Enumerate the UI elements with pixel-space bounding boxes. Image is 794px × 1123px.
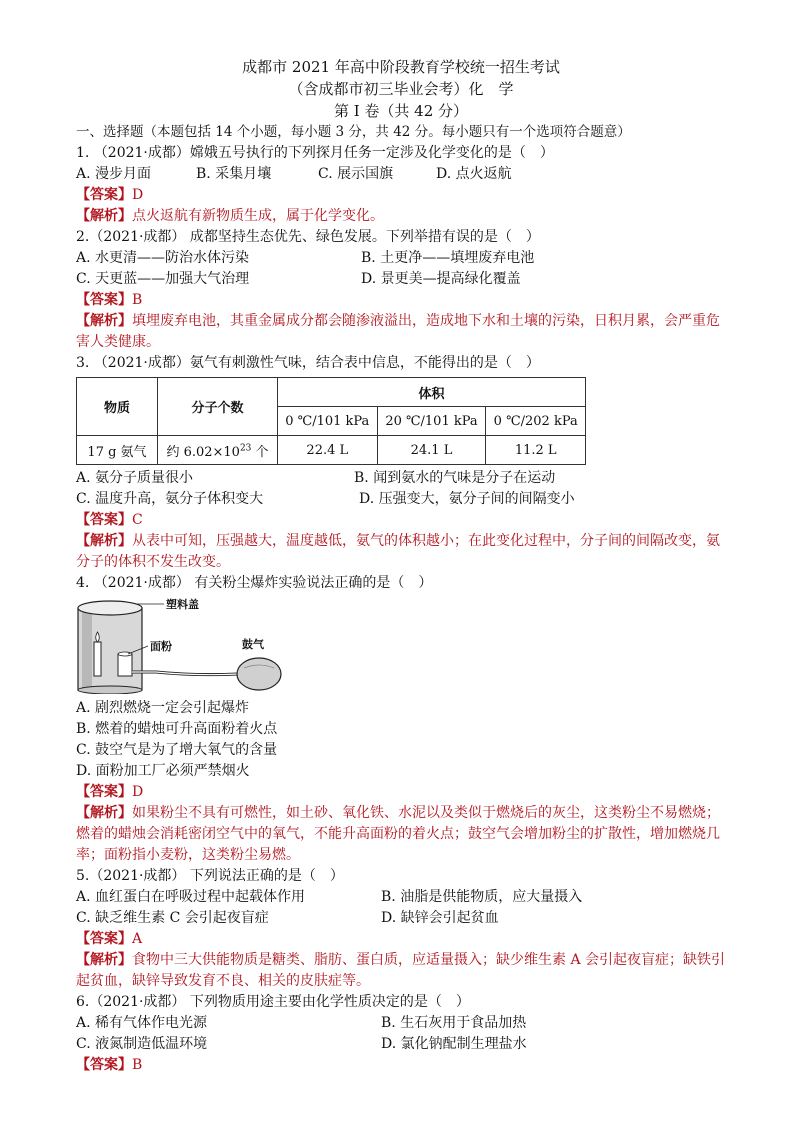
question-3 [76,353,726,573]
answer-line [76,782,726,803]
data-table [76,377,586,465]
option-a: A. 剧烈燃烧一定会引起爆炸 [76,700,250,716]
bulb-label: 鼓气 [242,638,264,651]
explanation [76,311,726,353]
question-5 [76,866,726,992]
exam-title [76,56,726,122]
air-bulb [237,658,281,690]
option-b: B. 燃着的蜡烛可升高面粉着火点 [76,721,278,737]
option-c: C. 展示国旗 [318,166,394,182]
question-6 [76,992,726,1076]
question-stem: 4. （2021·成都） 有关粉尘爆炸实验说法正确的是（ ） [76,575,433,591]
explain-tag: 【解析】 [76,533,132,549]
answer-line [76,929,726,950]
explain-tag: 【解析】 [76,208,132,224]
option-b: B. 油脂是供能物质，应大量摄入 [381,889,583,905]
options [76,164,726,185]
answer-tag: 【答案】 [76,931,132,947]
option-d: D. 缺锌会引起贫血 [381,910,499,926]
can-shading [82,608,92,690]
cell-substance: 17 g 氨气 [77,436,158,465]
options-row-1 [76,1013,726,1034]
can-bottom [78,686,142,694]
section-instruction: 一、选择题（本题包括 14 个小题，每小题 3 分，共 42 分。每小题只有一个选项符合题意） [76,124,631,140]
question-stem: 1. （2021·成都）嫦娥五号执行的下列探月任务一定涉及化学变化的是（ ） [76,145,554,161]
candle [94,642,101,676]
answer-value: A [132,931,143,947]
answer-line [76,185,726,206]
option-c: C. 液氮制造低温环境 [76,1036,208,1052]
explain-tag: 【解析】 [76,805,132,821]
options-row-1 [76,887,726,908]
molecules-base: 约 6.02×10 [166,444,240,460]
options-row-2 [76,908,726,929]
question-stem: 5.（2021·成都） 下列说法正确的是（ ） [76,868,344,884]
header-volume: 体积 [278,378,586,407]
question-stem: 3. （2021·成都）氨气有刺激性气味，结合表中信息，不能得出的是（ ） [76,355,540,371]
options-row-1 [76,248,726,269]
answer-value: C [132,512,143,528]
cell-volume-3: 11.2 L [486,436,586,465]
option-d: D. 面粉加工厂必须严禁烟火 [76,763,250,779]
option-c: C. 鼓空气是为了增大氧气的含量 [76,742,278,758]
lid-label: 塑料盖 [166,598,199,611]
condition-1: 0 ℃/101 kPa [278,407,378,436]
answer-value: D [132,187,144,203]
explain-tag: 【解析】 [76,952,132,968]
option-c: C. 缺乏维生素 C 会引起夜盲症 [76,910,269,926]
answer-line [76,1055,726,1076]
answer-tag: 【答案】 [76,784,132,800]
cell-volume-2: 24.1 L [377,436,486,465]
answer-value: B [132,292,143,308]
explain-text: 从表中可知，压强越大，温度越低，氨气的体积越小；在此变化过程中，分子间的间隔改变，氨分子的体积不发生改变。 [76,533,720,570]
explain-text: 食物中三大供能物质是糖类、脂肪、蛋白质，应适量摄入；缺少维生素 A 会引起夜盲症；缺铁引起贫血，缺锌导致发育不良、相关的皮肤症等。 [76,952,726,989]
option-b: B. 土更净——填埋废弃电池 [361,250,535,266]
header-substance: 物质 [77,378,158,436]
condition-3: 0 ℃/202 kPa [486,407,586,436]
option-d: D. 氯化钠配制生理盐水 [381,1036,527,1052]
molecules-exponent: 23 [239,443,252,454]
question-2 [76,227,726,353]
answer-value: B [132,1057,143,1073]
question-stem: 2.（2021·成都） 成都坚持生态优先、绿色发展。下列举措有误的是（ ） [76,229,540,245]
explanation [76,803,726,866]
explain-tag: 【解析】 [76,313,132,329]
exam-page [76,56,726,1076]
option-d: D. 压强变大，氨分子间的间隔变小 [359,491,575,507]
explanation [76,206,726,227]
explain-text: 填埋废弃电池，其重金属成分都会随渗液溢出，造成地下水和土壤的污染，日积月累，会严重危害人类健康。 [76,313,720,350]
option-a: A. 血红蛋白在呼吸过程中起载体作用 [76,889,306,905]
answer-tag: 【答案】 [76,292,132,308]
option-d: D. 景更美—提高绿化覆盖 [361,271,521,287]
flour-label: 面粉 [150,640,172,653]
cell-molecules [158,436,278,465]
option-a: A. 氨分子质量很小 [76,470,194,486]
answer-tag: 【答案】 [76,187,132,203]
option-c: C. 温度升高，氨分子体积变大 [76,491,264,507]
option-b: B. 生石灰用于食品加热 [381,1015,527,1031]
option-b: B. 闻到氨水的气味是分子在运动 [354,470,556,486]
explain-text: 如果粉尘不具有可燃性，如土砂、氧化铁、水泥以及类似于燃烧后的灰尘，这类粉尘不易燃烧；燃着的蜡烛会消耗密闭空气中的氧气，不能升高面粉的着火点；鼓空气会增加粉尘的扩散性，增加燃烧几率；面粉指小麦粉，这类粉尘易燃。 [76,805,720,863]
question-4 [76,573,726,866]
answer-tag: 【答案】 [76,512,132,528]
answer-value: D [132,784,144,800]
condition-2: 20 ℃/101 kPa [377,407,486,436]
dust-explosion-figure [76,596,296,694]
title-line-2: （含成都市初三毕业会考）化 学 [288,80,514,98]
answer-line [76,510,726,531]
option-c: C. 天更蓝——加强大气治理 [76,271,250,287]
flour-cup [118,654,132,676]
cell-volume-1: 22.4 L [278,436,378,465]
can-lid [78,601,142,615]
title-line-1: 成都市 2021 年高中阶段教育学校统一招生考试 [242,58,560,76]
question-stem: 6.（2021·成都） 下列物质用途主要由化学性质决定的是（ ） [76,994,470,1010]
options-row-2 [76,1034,726,1055]
option-a: A. 漫步月面 [76,166,152,182]
molecules-unit: 个 [251,444,269,460]
explanation [76,531,726,573]
options-row-1 [76,468,726,489]
header-molecules: 分子个数 [158,378,278,436]
option-a: A. 稀有气体作电光源 [76,1015,208,1031]
option-b: B. 采集月壤 [196,166,272,182]
explain-text: 点火返航有新物质生成，属于化学变化。 [132,208,384,224]
explanation [76,950,726,992]
question-1 [76,143,726,227]
answer-line [76,290,726,311]
title-line-3: 第 I 卷（共 42 分） [333,102,469,120]
options-row-2 [76,269,726,290]
option-d: D. 点火返航 [436,166,512,182]
answer-tag: 【答案】 [76,1057,132,1073]
options-row-2 [76,489,726,510]
option-a: A. 水更清——防治水体污染 [76,250,250,266]
